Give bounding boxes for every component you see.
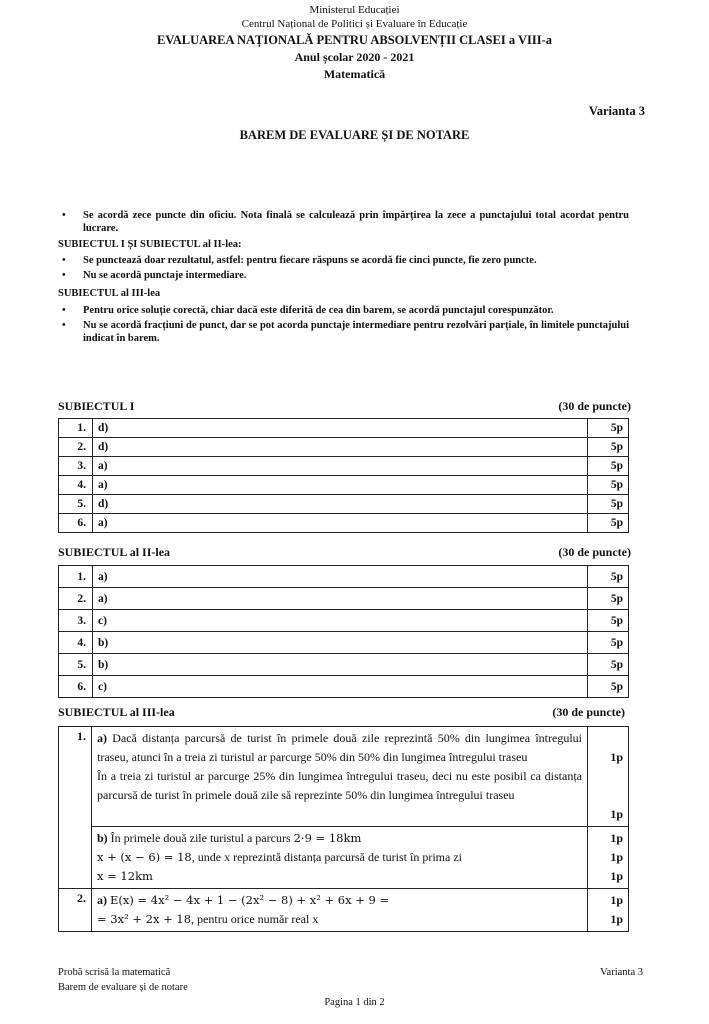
table-row bbox=[59, 476, 629, 495]
q2a-points bbox=[588, 889, 629, 932]
row-answer: b) bbox=[93, 654, 588, 676]
section3-points: (30 de puncte) bbox=[552, 705, 625, 719]
section1-title: SUBIECTUL I bbox=[58, 399, 135, 413]
center-name: Centrul Național de Politici și Evaluare în Educație bbox=[241, 18, 468, 30]
row-answer: a) bbox=[93, 457, 588, 476]
table-row bbox=[59, 827, 629, 889]
row-answer: a) bbox=[93, 476, 588, 495]
section1-table bbox=[58, 418, 629, 533]
q1a-text1-body: Dacă distanța parcursă de turist în primele două zile reprezintă 50% din lungimea întregului traseu, atunci în a treia zi turistul ar parcurge 50% din 50% din lungimea întregului traseu bbox=[97, 731, 583, 764]
row-number: 1. bbox=[59, 566, 93, 588]
q2a-line2-math: = 3x² + 2x + 18 bbox=[97, 912, 192, 926]
table-row bbox=[59, 566, 629, 588]
q1b-line1 bbox=[97, 829, 582, 848]
row-points: 5p bbox=[588, 495, 629, 514]
row-number: 5. bbox=[59, 654, 93, 676]
rules-s3-title: SUBIECTUL al III-lea bbox=[58, 288, 161, 299]
table-row bbox=[59, 514, 629, 533]
row-points: 5p bbox=[588, 610, 629, 632]
q1a-point-2: 1p bbox=[610, 807, 623, 821]
school-year: Anul școlar 2020 - 2021 bbox=[294, 50, 415, 64]
q2a-label: a) bbox=[97, 893, 107, 907]
q1a-cell bbox=[92, 727, 588, 827]
row-answer: a) bbox=[93, 588, 588, 610]
q2a-cell bbox=[92, 889, 588, 932]
section3-table bbox=[58, 726, 629, 932]
q1b-points bbox=[588, 827, 629, 889]
q1a-point-1: 1p bbox=[610, 750, 623, 764]
row-answer: c) bbox=[93, 676, 588, 698]
q2a-line1 bbox=[97, 891, 582, 910]
section2-points: (30 de puncte) bbox=[558, 545, 631, 559]
table-row bbox=[59, 610, 629, 632]
q1b-point-2: 1p bbox=[610, 850, 623, 864]
page-number: Pagina 1 din 2 bbox=[324, 997, 385, 1008]
q1b-cell bbox=[92, 827, 588, 889]
row-answer: a) bbox=[93, 566, 588, 588]
row-points: 5p bbox=[588, 588, 629, 610]
footer-exam: Probă scrisă la matematică bbox=[58, 967, 171, 978]
q2a-line2 bbox=[97, 910, 582, 929]
table-row bbox=[59, 654, 629, 676]
q1a-text1 bbox=[97, 729, 582, 767]
exam-title: EVALUAREA NAȚIONALĂ PENTRU ABSOLVENȚII CLASEI a VIII-a bbox=[156, 33, 552, 47]
rules-s12-title: SUBIECTUL I ȘI SUBIECTUL al II-lea: bbox=[58, 239, 242, 250]
table-row bbox=[59, 632, 629, 654]
table-row bbox=[59, 457, 629, 476]
footer-barem: Barem de evaluare și de notare bbox=[58, 982, 188, 993]
row-points: 5p bbox=[588, 438, 629, 457]
q2a-point-2: 1p bbox=[610, 912, 623, 926]
row-points: 5p bbox=[588, 457, 629, 476]
footer-variant: Varianta 3 bbox=[600, 967, 643, 978]
q2a-line2-text: , pentru orice număr real x bbox=[191, 912, 319, 926]
q1b-line3 bbox=[97, 867, 582, 886]
row-answer: c) bbox=[93, 610, 588, 632]
q1b-point-1: 1p bbox=[610, 831, 623, 845]
row-number: 4. bbox=[59, 476, 93, 495]
subject-name: Matematică bbox=[323, 67, 386, 81]
row-answer: d) bbox=[93, 419, 588, 438]
table-row bbox=[59, 438, 629, 457]
q1b-line2 bbox=[97, 848, 582, 867]
q1b-line2-math: x + (x − 6) = 18 bbox=[97, 850, 192, 864]
table-row bbox=[59, 419, 629, 438]
table-row bbox=[59, 495, 629, 514]
barem-title: BAREM DE EVALUARE ȘI DE NOTARE bbox=[239, 128, 470, 142]
section1-points: (30 de puncte) bbox=[558, 399, 631, 413]
table-row bbox=[59, 676, 629, 698]
q1a-label: a) bbox=[97, 731, 107, 745]
row-answer: d) bbox=[93, 438, 588, 457]
row-number: 5. bbox=[59, 495, 93, 514]
q1-number: 1. bbox=[59, 727, 92, 889]
table-row bbox=[59, 889, 629, 932]
variant-label: Varianta 3 bbox=[588, 104, 645, 118]
row-answer: a) bbox=[93, 514, 588, 533]
rule-s12-1: • Se punctează doar rezultatul, astfel: pentru fiecare răspuns se acordă fie cinci puncte, fie zero puncte. bbox=[58, 254, 629, 267]
q2a-point-1: 1p bbox=[610, 893, 623, 907]
row-answer: b) bbox=[93, 632, 588, 654]
rule-general: • Se acordă zece puncte din oficiu. Nota finală se calculează prin împărțirea la zece a punctajului total acordat pentru lucrare. bbox=[58, 209, 629, 235]
section2-title: SUBIECTUL al II-lea bbox=[58, 545, 171, 559]
q1b-line2-text: , unde x reprezintă distanța parcursă de turist în prima zi bbox=[191, 850, 462, 864]
row-number: 4. bbox=[59, 632, 93, 654]
q1a-text2: În a treia zi turistul ar parcurge 25% din lungimea întregului traseu, deci nu este posibil ca distanța parcursă de turist în primele două zile să reprezinte 50% din lungimea întregului traseu bbox=[97, 769, 582, 802]
row-answer: d) bbox=[93, 495, 588, 514]
row-points: 5p bbox=[588, 632, 629, 654]
section2-table bbox=[58, 565, 629, 698]
q1b-point-3: 1p bbox=[610, 869, 623, 883]
q1a-points bbox=[588, 727, 629, 827]
row-number: 6. bbox=[59, 514, 93, 533]
row-points: 5p bbox=[588, 419, 629, 438]
row-number: 3. bbox=[59, 610, 93, 632]
rule-s3-2: • Nu se acordă fracțiuni de punct, dar se pot acorda punctaje intermediare pentru rezolvări parțiale, în limitele punctajului indicat în barem. bbox=[58, 319, 629, 345]
section3-title: SUBIECTUL al III-lea bbox=[58, 705, 175, 719]
ministry-name: Ministerul Educației bbox=[309, 4, 400, 16]
row-points: 5p bbox=[588, 514, 629, 533]
row-points: 5p bbox=[588, 654, 629, 676]
rules-block bbox=[58, 209, 629, 345]
rule-s12-2: • Nu se acordă punctaje intermediare. bbox=[58, 269, 629, 282]
table-row bbox=[59, 588, 629, 610]
q2-number: 2. bbox=[59, 889, 92, 932]
row-number: 1. bbox=[59, 419, 93, 438]
q1b-label: b) bbox=[97, 831, 108, 845]
row-points: 5p bbox=[588, 476, 629, 495]
q1b-line1-text: În primele două zile turistul a parcurs bbox=[110, 831, 291, 845]
row-number: 2. bbox=[59, 438, 93, 457]
row-points: 5p bbox=[588, 676, 629, 698]
row-number: 6. bbox=[59, 676, 93, 698]
row-number: 2. bbox=[59, 588, 93, 610]
row-number: 3. bbox=[59, 457, 93, 476]
table-row bbox=[59, 727, 629, 827]
q2a-line1-math: E(x) = 4x² − 4x + 1 − (2x² − 8) + x² + 6x + 9 = bbox=[110, 893, 390, 907]
rule-s3-1: • Pentru orice soluție corectă, chiar dacă este diferită de cea din barem, se acordă punctajul corespunzător. bbox=[58, 304, 629, 317]
q1b-line3-math: x = 12km bbox=[97, 869, 153, 883]
q1b-line1-math: 2·9 = 18km bbox=[293, 831, 362, 845]
row-points: 5p bbox=[588, 566, 629, 588]
